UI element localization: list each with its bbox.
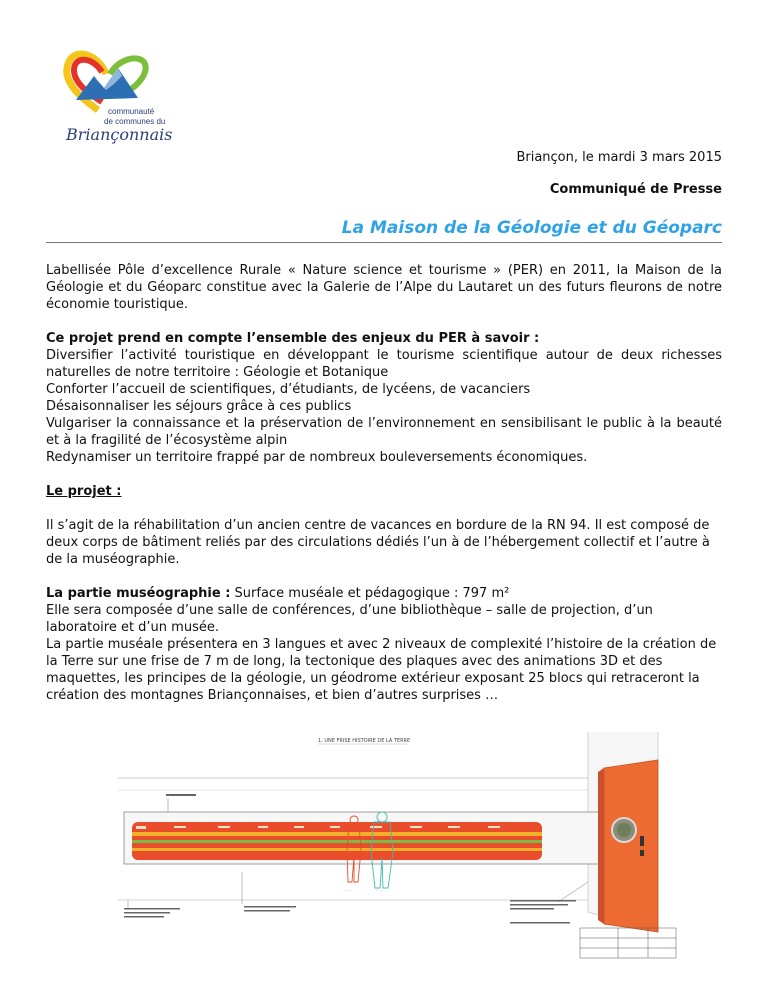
- projet-paragraph: Il s’agit de la réhabilitation d’un ancien centre de vacances en bordure de la RN 94. Il est composé de deux corps de bâtiment reliés par des circulations dédiés l’un à de l’hébergement collectif et l’autre à de la muséographie.: [46, 518, 710, 567]
- museo-paragraph: La partie muséale présentera en 3 langues et avec 2 niveaux de complexité l’histoire de la création de la Terre sur une frise de 7 m de long, la tectonique des plaques avec des animations 3D et des maquettes, les principes de la géologie, un géodrome extérieur exposant 25 blocs qui retraceront la création des montagnes Briançonnaises, et bien d’autres surprises …: [46, 637, 717, 703]
- date-line: Briançon, le mardi 3 mars 2015: [516, 150, 722, 165]
- per-item: Redynamiser un territoire frappé par de nombreux bouleversements économiques.: [46, 450, 588, 465]
- logo-line3: Briançonnais: [66, 125, 173, 144]
- svg-text:· · ·: · · ·: [376, 888, 383, 893]
- document-type: Communiqué de Presse: [549, 182, 722, 197]
- frieze-drawing: [118, 732, 678, 960]
- per-item: Conforter l’accueil de scientifiques, d’étudiants, de lycéens, de vacanciers: [46, 382, 531, 397]
- svg-text:· · ·: · · ·: [346, 888, 353, 893]
- logo-line1: communauté: [108, 107, 155, 116]
- page-title: La Maison de la Géologie et du Géoparc: [46, 218, 722, 243]
- drawing-caption: 1. UNE FRISE HISTOIRE DE LA TERRE: [318, 738, 411, 744]
- projet-heading: Le projet :: [46, 484, 122, 499]
- museo-heading: La partie muséographie :: [46, 586, 231, 601]
- museo-intro: [46, 585, 722, 602]
- logo-line2: de communes du: [104, 117, 166, 126]
- document-body: [46, 262, 722, 704]
- per-item: Désaisonnaliser les séjours grâce à ces publics: [46, 399, 352, 414]
- museo-surface: Surface muséale et pédagogique : 797 m²: [230, 586, 510, 601]
- per-item: Vulgariser la connaissance et la préservation de l’environnement en sensibilisant le public à la beauté et à la fragilité de l’écosystème alpin: [46, 416, 722, 448]
- per-heading: Ce projet prend en compte l’ensemble des enjeux du PER à savoir :: [46, 331, 540, 346]
- door-panel: [604, 760, 658, 932]
- museo-paragraph: Elle sera composée d’une salle de conférences, d’une bibliothèque – salle de projection, d’un laboratoire et d’un musée.: [46, 603, 653, 635]
- intro-paragraph: Labellisée Pôle d’excellence Rurale « Nature science et tourisme » (PER) en 2011, la Maison de la Géologie et du Géoparc constitue avec la Galerie de l’Alpe du Lautaret un des futurs fleurons de notre économie touristique.: [46, 263, 722, 312]
- logo: [58, 40, 173, 148]
- per-item: Diversifier l’activité touristique en développant le tourisme scientifique autour de deux richesses naturelles de notre territoire : Géologie et Botanique: [46, 348, 722, 380]
